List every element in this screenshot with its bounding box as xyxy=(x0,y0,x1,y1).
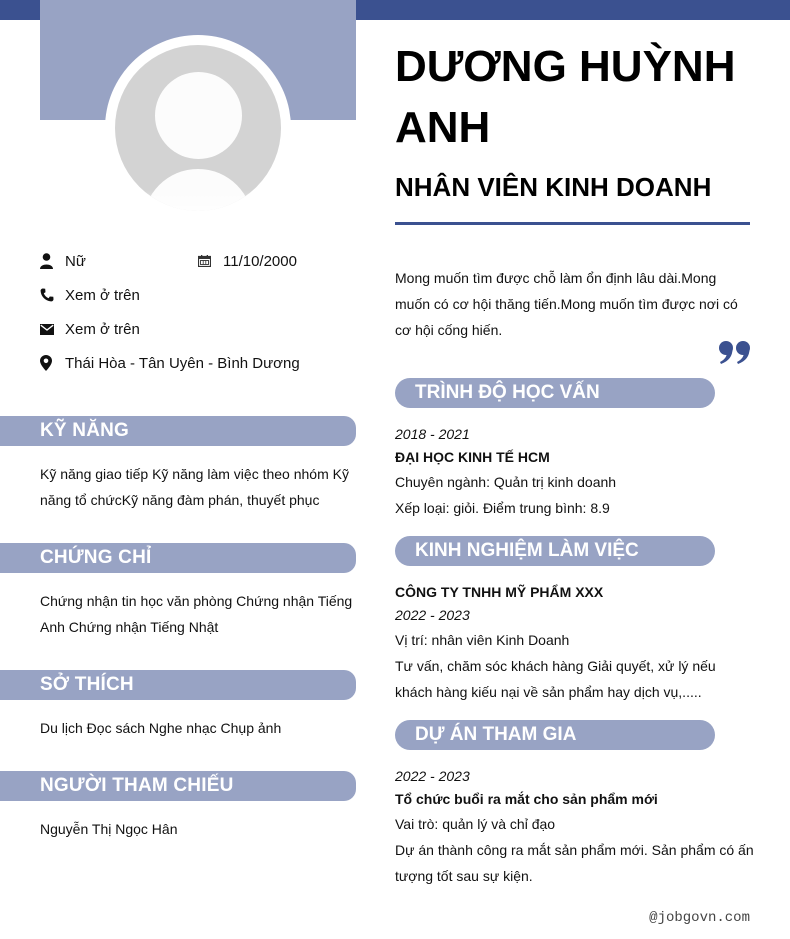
address-value: Thái Hòa - Tân Uyên - Bình Dương xyxy=(65,354,300,372)
phone-value: Xem ở trên xyxy=(65,286,140,304)
experience-description: Tư vấn, chăm sóc khách hàng Giải quyết, xử lý nếu khách hàng kiếu nại về sản phẩm hay dịch vụ,..... xyxy=(395,658,716,700)
gender-value: Nữ xyxy=(65,252,86,270)
contact-email xyxy=(40,318,140,340)
education-period: 2018 - 2021 xyxy=(395,426,470,442)
contact-phone xyxy=(40,284,140,306)
career-objective: Mong muốn tìm được chỗ làm ổn định lâu dài.Mong muốn có cơ hội thăng tiến.Mong muốn tìm được nơi có cơ hội cống hiến. xyxy=(395,270,738,338)
certificates-section-header xyxy=(0,543,356,573)
email-value: Xem ở trên xyxy=(65,320,140,338)
hobbies-text: Du lịch Đọc sách Nghe nhạc Chụp ảnh xyxy=(40,720,282,736)
candidate-name: DƯƠNG HUỲNH ANH xyxy=(395,42,736,152)
user-icon xyxy=(40,253,65,269)
experience-position: Vị trí: nhân viên Kinh Doanh xyxy=(395,632,570,648)
education-section-header xyxy=(395,378,715,408)
avatar-head-shape xyxy=(155,72,242,159)
projects-title: DỰ ÁN THAM GIA xyxy=(415,724,577,745)
education-title: TRÌNH ĐỘ HỌC VẤN xyxy=(415,382,600,403)
calendar-icon xyxy=(198,255,223,267)
experience-section-header xyxy=(395,536,715,566)
title-divider xyxy=(395,222,750,225)
experience-period: 2022 - 2023 xyxy=(395,607,470,623)
education-major: Chuyên ngành: Quản trị kinh doanh xyxy=(395,474,617,490)
experience-title: KINH NGHIỆM LÀM VIỆC xyxy=(415,540,639,561)
project-name: Tổ chức buổi ra mắt cho sản phẩm mới xyxy=(395,791,658,807)
references-title: NGƯỜI THAM CHIẾU xyxy=(40,775,234,796)
envelope-icon xyxy=(40,324,65,335)
hobbies-section-header xyxy=(0,670,356,700)
quote-icon xyxy=(718,340,752,366)
skills-title: KỸ NĂNG xyxy=(40,420,130,441)
skills-text: Kỹ năng giao tiếp Kỹ năng làm việc theo nhóm Kỹ năng tổ chứcKỹ năng đàm phán, thuyết phục xyxy=(40,466,349,508)
experience-company: CÔNG TY TNHH MỸ PHẨM XXX xyxy=(395,584,604,600)
map-marker-icon xyxy=(40,355,65,371)
references-section-header xyxy=(0,771,356,801)
education-grade: Xếp loại: giỏi. Điểm trung bình: 8.9 xyxy=(395,500,610,516)
phone-icon xyxy=(40,288,65,302)
watermark: @jobgovn.com xyxy=(649,910,750,926)
skills-section-header xyxy=(0,416,356,446)
birthday-value: 11/10/2000 xyxy=(223,252,297,270)
hobbies-title: SỞ THÍCH xyxy=(40,674,134,695)
contact-gender xyxy=(40,250,86,272)
certificates-text: Chứng nhận tin học văn phòng Chứng nhận Tiếng Anh Chứng nhận Tiếng Nhật xyxy=(40,593,353,635)
project-period: 2022 - 2023 xyxy=(395,768,470,784)
education-school: ĐẠI HỌC KINH TẾ HCM xyxy=(395,449,550,465)
avatar xyxy=(115,45,281,211)
project-role: Vai trò: quản lý và chỉ đạo xyxy=(395,816,556,832)
avatar-fade xyxy=(105,190,291,230)
contact-birthday xyxy=(198,250,297,272)
certificates-title: CHỨNG CHỈ xyxy=(40,547,152,568)
project-description: Dự án thành công ra mắt sản phẩm mới. Sản phẩm có ấn tượng tốt sau sự kiện. xyxy=(395,842,754,884)
projects-section-header xyxy=(395,720,715,750)
contact-address xyxy=(40,352,300,374)
references-text: Nguyễn Thị Ngọc Hân xyxy=(40,821,178,837)
job-title: NHÂN VIÊN KINH DOANH xyxy=(395,172,712,202)
